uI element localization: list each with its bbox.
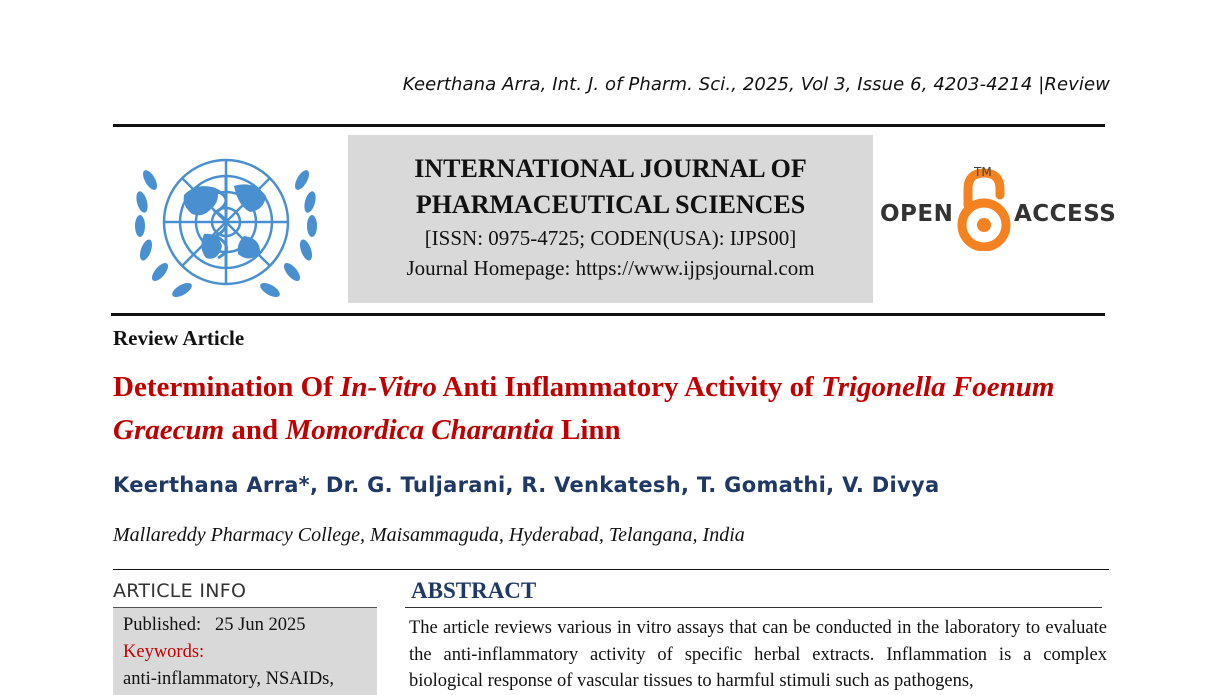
affiliation: Mallareddy Pharmacy College, Maisammaguda, Hyderabad, Telangana, India (113, 524, 745, 546)
trademark-mark: TM (974, 165, 992, 179)
author-list: Keerthana Arra*, Dr. G. Tuljarani, R. Venkatesh, T. Gomathi, V. Divya (113, 473, 940, 497)
article-title (113, 366, 1103, 452)
published-row (123, 612, 367, 639)
open-lock-icon (954, 167, 1014, 251)
journal-banner (348, 135, 873, 303)
open-access-access-text: ACCESS (1014, 201, 1117, 227)
title-part-italic: Trigonella Foenum Graecum (113, 371, 1055, 446)
open-access-logo (880, 165, 1117, 255)
journal-title-line1: INTERNATIONAL JOURNAL OF (414, 154, 807, 183)
published-date: 25 Jun 2025 (215, 615, 306, 635)
title-part: Linn (553, 414, 621, 446)
header-rule-bottom (111, 313, 1105, 316)
un-emblem-logo (126, 140, 326, 306)
abstract-heading: ABSTRACT (411, 578, 537, 603)
title-part-italic: In-Vitro (340, 371, 437, 403)
journal-homepage: Journal Homepage: https://www.ijpsjournal.com (406, 256, 815, 280)
article-type: Review Article (113, 326, 245, 350)
journal-issn: [ISSN: 0975-4725; CODEN(USA): IJPS00] (424, 226, 797, 250)
abstract-rule (405, 607, 1102, 608)
title-part: Determination Of (113, 371, 341, 403)
keywords-value: anti-inflammatory, NSAIDs, (123, 669, 334, 689)
header-rule-top (113, 124, 1105, 127)
section-divider (113, 569, 1109, 570)
keywords-label: Keywords: (123, 642, 205, 662)
running-head: Keerthana Arra, Int. J. of Pharm. Sci., 2025, Vol 3, Issue 6, 4203-4214 |Review (402, 74, 1110, 95)
journal-title-line2: PHARMACEUTICAL SCIENCES (415, 190, 806, 219)
published-label: Published: (123, 615, 202, 635)
title-part: and (224, 414, 286, 446)
abstract-text: The article reviews various in vitro assays that can be conducted in the laboratory to evaluate the anti-inflammatory activity of specific herbal extracts. Inflammation is a complex biological response of vascular tissues to harmful stimuli such as pathogens, (409, 618, 1107, 691)
article-info-heading: ARTICLE INFO (113, 580, 247, 602)
article-info-box (113, 607, 377, 695)
title-part: Anti Inflammatory Activity of (436, 371, 822, 403)
open-access-open-text: OPEN (880, 201, 954, 227)
title-part-italic: Momordica Charantia (285, 414, 554, 446)
